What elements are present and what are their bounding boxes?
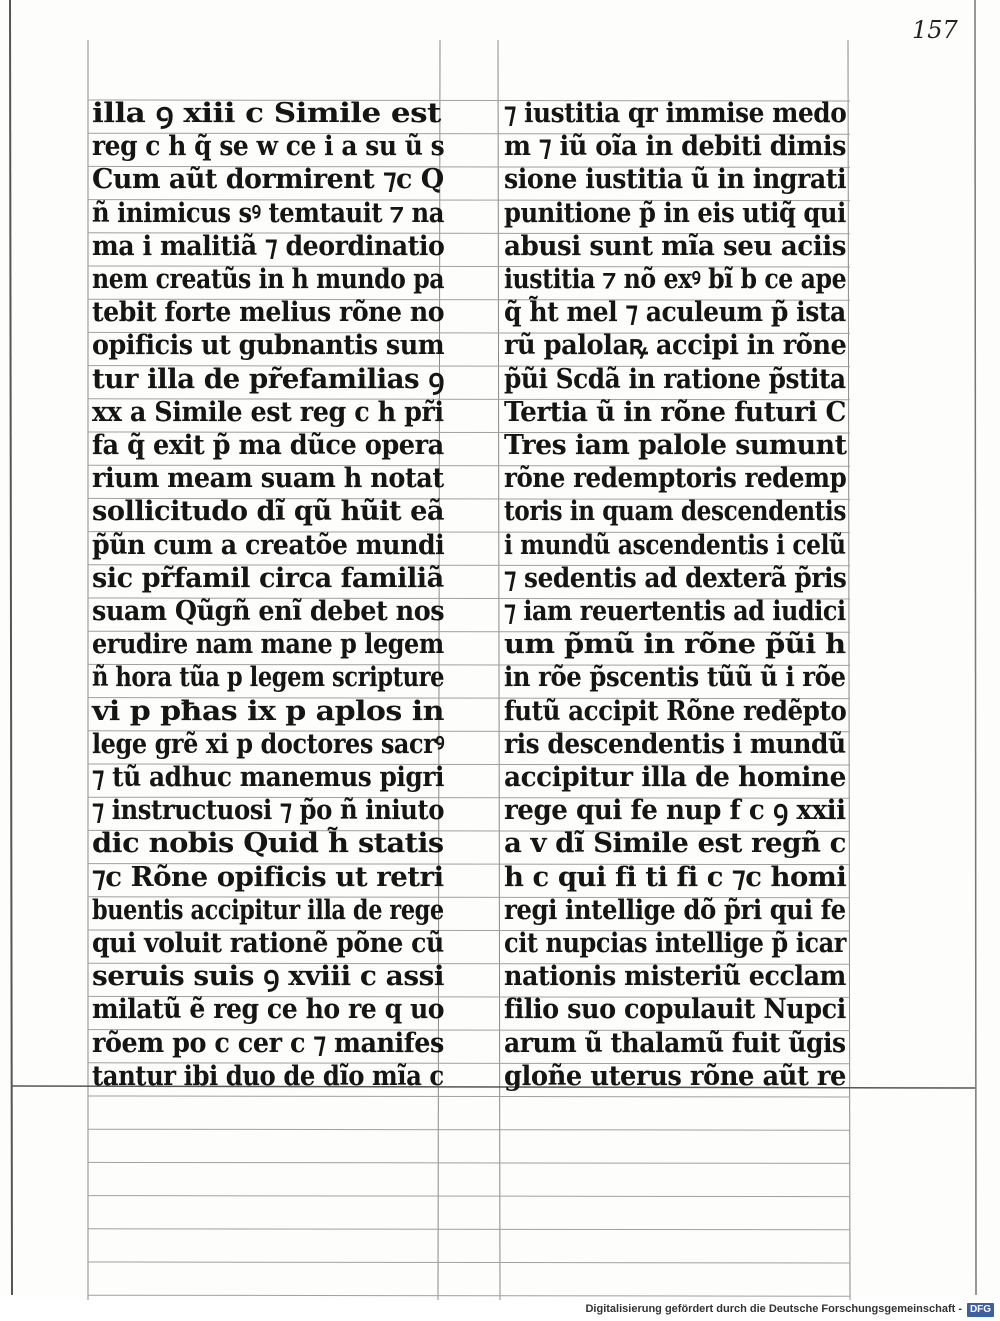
text-line: rõne redemptoris redemp <box>504 463 847 495</box>
folio-number: 157 <box>912 16 958 44</box>
text-line: m ⁊ iũ oĩa in debiti dimis <box>504 131 847 163</box>
text-line: um p̃mũ in rõne p̃ũi h <box>504 629 846 661</box>
text-line: dic nobis Quid h̃ statis <box>92 828 444 860</box>
text-line: q̃ h̃t mel ⁊ aculeum p̃ ista <box>504 297 846 329</box>
text-line: rõem po c cer c ⁊ manifes <box>92 1027 444 1059</box>
text-line: tur illa de pr̃efamilias ꝯ <box>92 363 445 395</box>
text-line: i mundũ ascendentis i celũ <box>504 529 846 561</box>
text-line: in rõe p̃scentis tũũ ũ i rõe <box>504 662 846 694</box>
text-line: p̃ũi Scdã in ratione p̃stita <box>504 363 846 395</box>
text-line: ⁊ iam reuertentis ad iudici <box>504 596 846 627</box>
text-line: ris descendentis i mundũ <box>504 728 846 760</box>
text-line: lege grẽ xi p doctores sacrꝰ <box>92 728 445 760</box>
text-line: tantur ibi duo de dĩo mĩa c <box>92 1060 444 1092</box>
dfg-logo: DFG <box>967 1303 994 1317</box>
text-line: ⁊ tũ adhuc manemus pigri <box>92 762 444 793</box>
text-line: regi intellige dõ p̃ri qui fe <box>504 894 846 926</box>
text-line: buentis accipitur illa de rege <box>92 894 444 926</box>
text-line: Tres iam palole sumunt <box>504 430 847 461</box>
text-line: ⁊c Rõne opificis ut retri <box>92 861 444 893</box>
text-line: opificis ut gubnantis sum <box>92 330 445 362</box>
text-line: xx a Simile est reg c h pr̃i <box>92 396 444 428</box>
text-line: a v dĩ Simile est regñ c <box>504 828 846 860</box>
text-line: qui voluit rationẽ põne cũ <box>92 928 444 959</box>
digitization-credit: Digitalisierung gefördert durch die Deutsche Forschungsgemeinschaft - <box>585 1303 962 1315</box>
text-line: punitione p̃ in eis utiq̃ qui <box>504 197 846 229</box>
text-line: Cum aũt dormirent ⁊c Q <box>92 164 444 196</box>
text-line: h c qui fi ti fi c ⁊c homi <box>504 861 847 893</box>
text-line: ⁊ sedentis ad dexterã p̃ris <box>504 562 847 594</box>
text-line: abusi sunt mĩa seu aciis <box>504 230 846 262</box>
text-line: arum ũ thalamũ fuit ũgis <box>504 1027 846 1059</box>
text-line: tebit forte melius rõne no <box>92 297 445 329</box>
text-line: erudire nam mane p legem <box>92 629 444 661</box>
text-line: rium meam suam h notat <box>92 463 444 495</box>
text-line: vi p pħas ix p aplos in <box>92 695 444 727</box>
text-line: gloñe uterus rõne aũt re <box>504 1060 846 1092</box>
text-line: iustitia ⁊ nõ exꝰ bĩ b ce ape <box>504 264 847 295</box>
text-line: suam Qũgñ enĩ debet nos <box>92 596 445 627</box>
text-line: rege qui fe nup f c ꝯ xxii <box>504 795 846 827</box>
text-line: ⁊ instructuosi ⁊ p̃o ñ iniuto <box>92 795 445 827</box>
text-line: Tertia ũ in rõne futuri C <box>504 396 846 428</box>
text-line: ñ inimicus sꝰ temtauit ⁊ na <box>92 197 444 229</box>
text-line: fa q̃ exit p̃ ma dũce opera <box>92 430 444 461</box>
text-line: rũ palolaꝶ accipi in rõne <box>504 330 847 362</box>
text-line: ma i malitiã ⁊ deordinatio <box>92 230 445 262</box>
text-line: sic pr̃famil circa familiã <box>92 562 444 594</box>
text-line: filio suo copulauit Nupci <box>504 994 846 1026</box>
text-line: toris in quam descendentis <box>504 496 846 528</box>
text-line: seruis suis ꝯ xviii c assi <box>92 961 444 993</box>
text-line: accipitur illa de homine <box>504 762 846 793</box>
text-line: illa ꝯ xiii c Simile est <box>92 98 441 129</box>
text-line: reg c h q̃ se w ce i a su ũ s <box>92 131 445 163</box>
text-line: p̃ũn cum a creatõe mundi <box>92 529 445 561</box>
text-line: cit nupcias intellige p̃ icar <box>504 928 846 959</box>
text-line: ⁊ iustitia qr immise medo <box>504 98 847 129</box>
text-line: ñ hora tũa p legem scripture <box>92 662 445 694</box>
text-line: milatũ ẽ reg ce ho re q uo <box>92 994 445 1026</box>
text-line: sollicitudo dĩ qũ hũit eã <box>92 496 445 528</box>
text-line: sione iustitia ũ in ingrati <box>504 164 847 196</box>
text-line: futũ accipit Rõne redẽpto <box>504 695 847 727</box>
text-line: nationis misteriũ ecclam <box>504 961 846 993</box>
text-line: nem creatũs in h mundo pa <box>92 264 445 295</box>
